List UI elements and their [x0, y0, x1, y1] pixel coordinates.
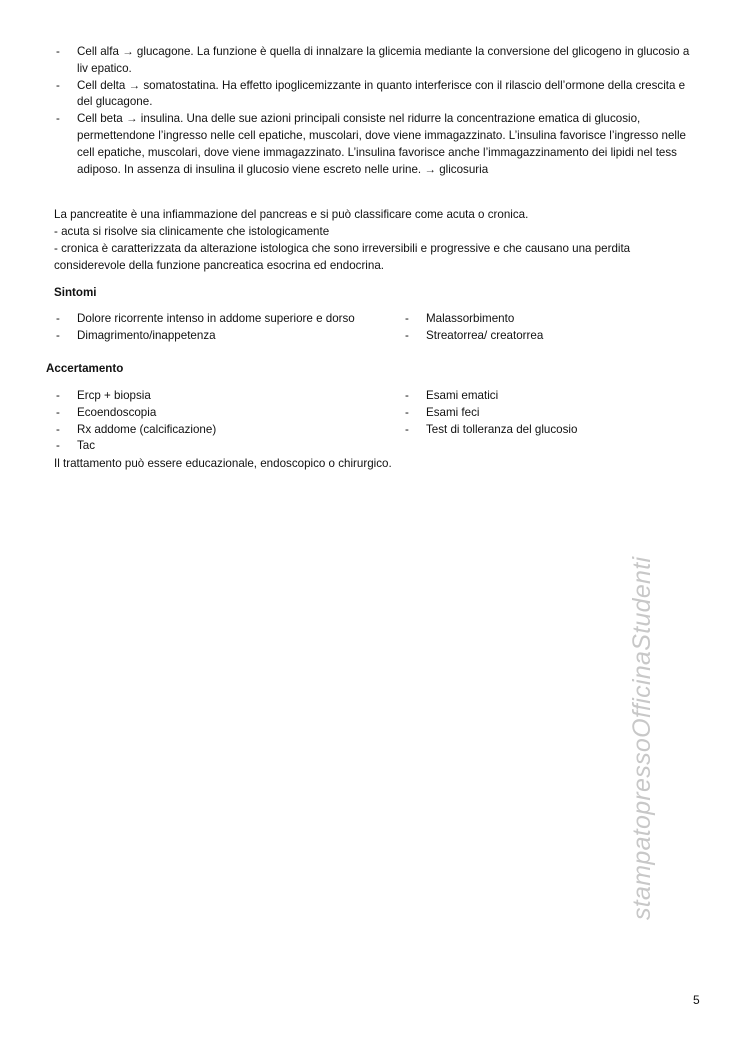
list-item: - Esami feci [403, 405, 693, 422]
accertamento-left-list [54, 388, 364, 455]
page-number: 5 [693, 993, 700, 1007]
list-item: - Esami ematici [403, 388, 693, 405]
cells-list [54, 44, 694, 178]
pancreatite-intro: La pancreatite è una infiammazione del pancreas e si può classificare come acuta o cronica. [54, 208, 529, 221]
list-item: - Streatorrea/ creatorrea [403, 328, 693, 345]
watermark: stampatopressoOfficinaStudenti [628, 556, 656, 920]
list-item: - Cell beta → insulina. Una delle sue azioni principali consiste nel ridurre la concentrazione ematica di glucosio, permettendone l’ingresso nelle cell epatiche, muscolari, dove viene immagazzinato. L’insulina favorisce l’ingresso nelle cell epatiche, muscolari, dove viene immagazzinato. L’insulina favorisce anche l’immagazzinamento dei lipidi nel tess adiposo. In assenza di insulina il glucosio viene escreto nelle urine. → glicosuria [54, 111, 694, 178]
list-item: - Dolore ricorrente intenso in addome superiore e dorso [54, 311, 364, 328]
pancreatite-acuta: - acuta si risolve sia clinicamente che istologicamente [54, 225, 330, 238]
pancreatite-cronica: - cronica è caratterizzata da alterazione istologica che sono irreversibili e progressive e che causano una perdita considerevole della funzione pancreatica esocrina ed endocrina. [54, 242, 631, 272]
list-item: - Ercp + biopsia [54, 388, 364, 405]
list-item: - Test di tolleranza del glucosio [403, 422, 693, 439]
accertamento-heading: Accertamento [46, 362, 124, 375]
sintomi-heading: Sintomi [54, 286, 97, 299]
list-item: - Tac [54, 438, 364, 455]
list-item: - Ecoendoscopia [54, 405, 364, 422]
sintomi-left-list [54, 311, 364, 345]
list-item: - Cell delta → somatostatina. Ha effetto ipoglicemizzante in quanto interferisce con il rilascio dell’ormone della crescita e del glucagone. [54, 78, 694, 112]
list-item: - Cell alfa → glucagone. La funzione è quella di innalzare la glicemia mediante la conversione del glicogeno in glucosio a liv epatico. [54, 44, 694, 78]
list-item: - Dimagrimento/inappetenza [54, 328, 364, 345]
list-item: - Rx addome (calcificazione) [54, 422, 364, 439]
list-item: - Malassorbimento [403, 311, 693, 328]
trattamento-text: Il trattamento può essere educazionale, endoscopico o chirurgico. [54, 457, 392, 470]
sintomi-right-list [403, 311, 693, 345]
accertamento-right-list [403, 388, 693, 438]
